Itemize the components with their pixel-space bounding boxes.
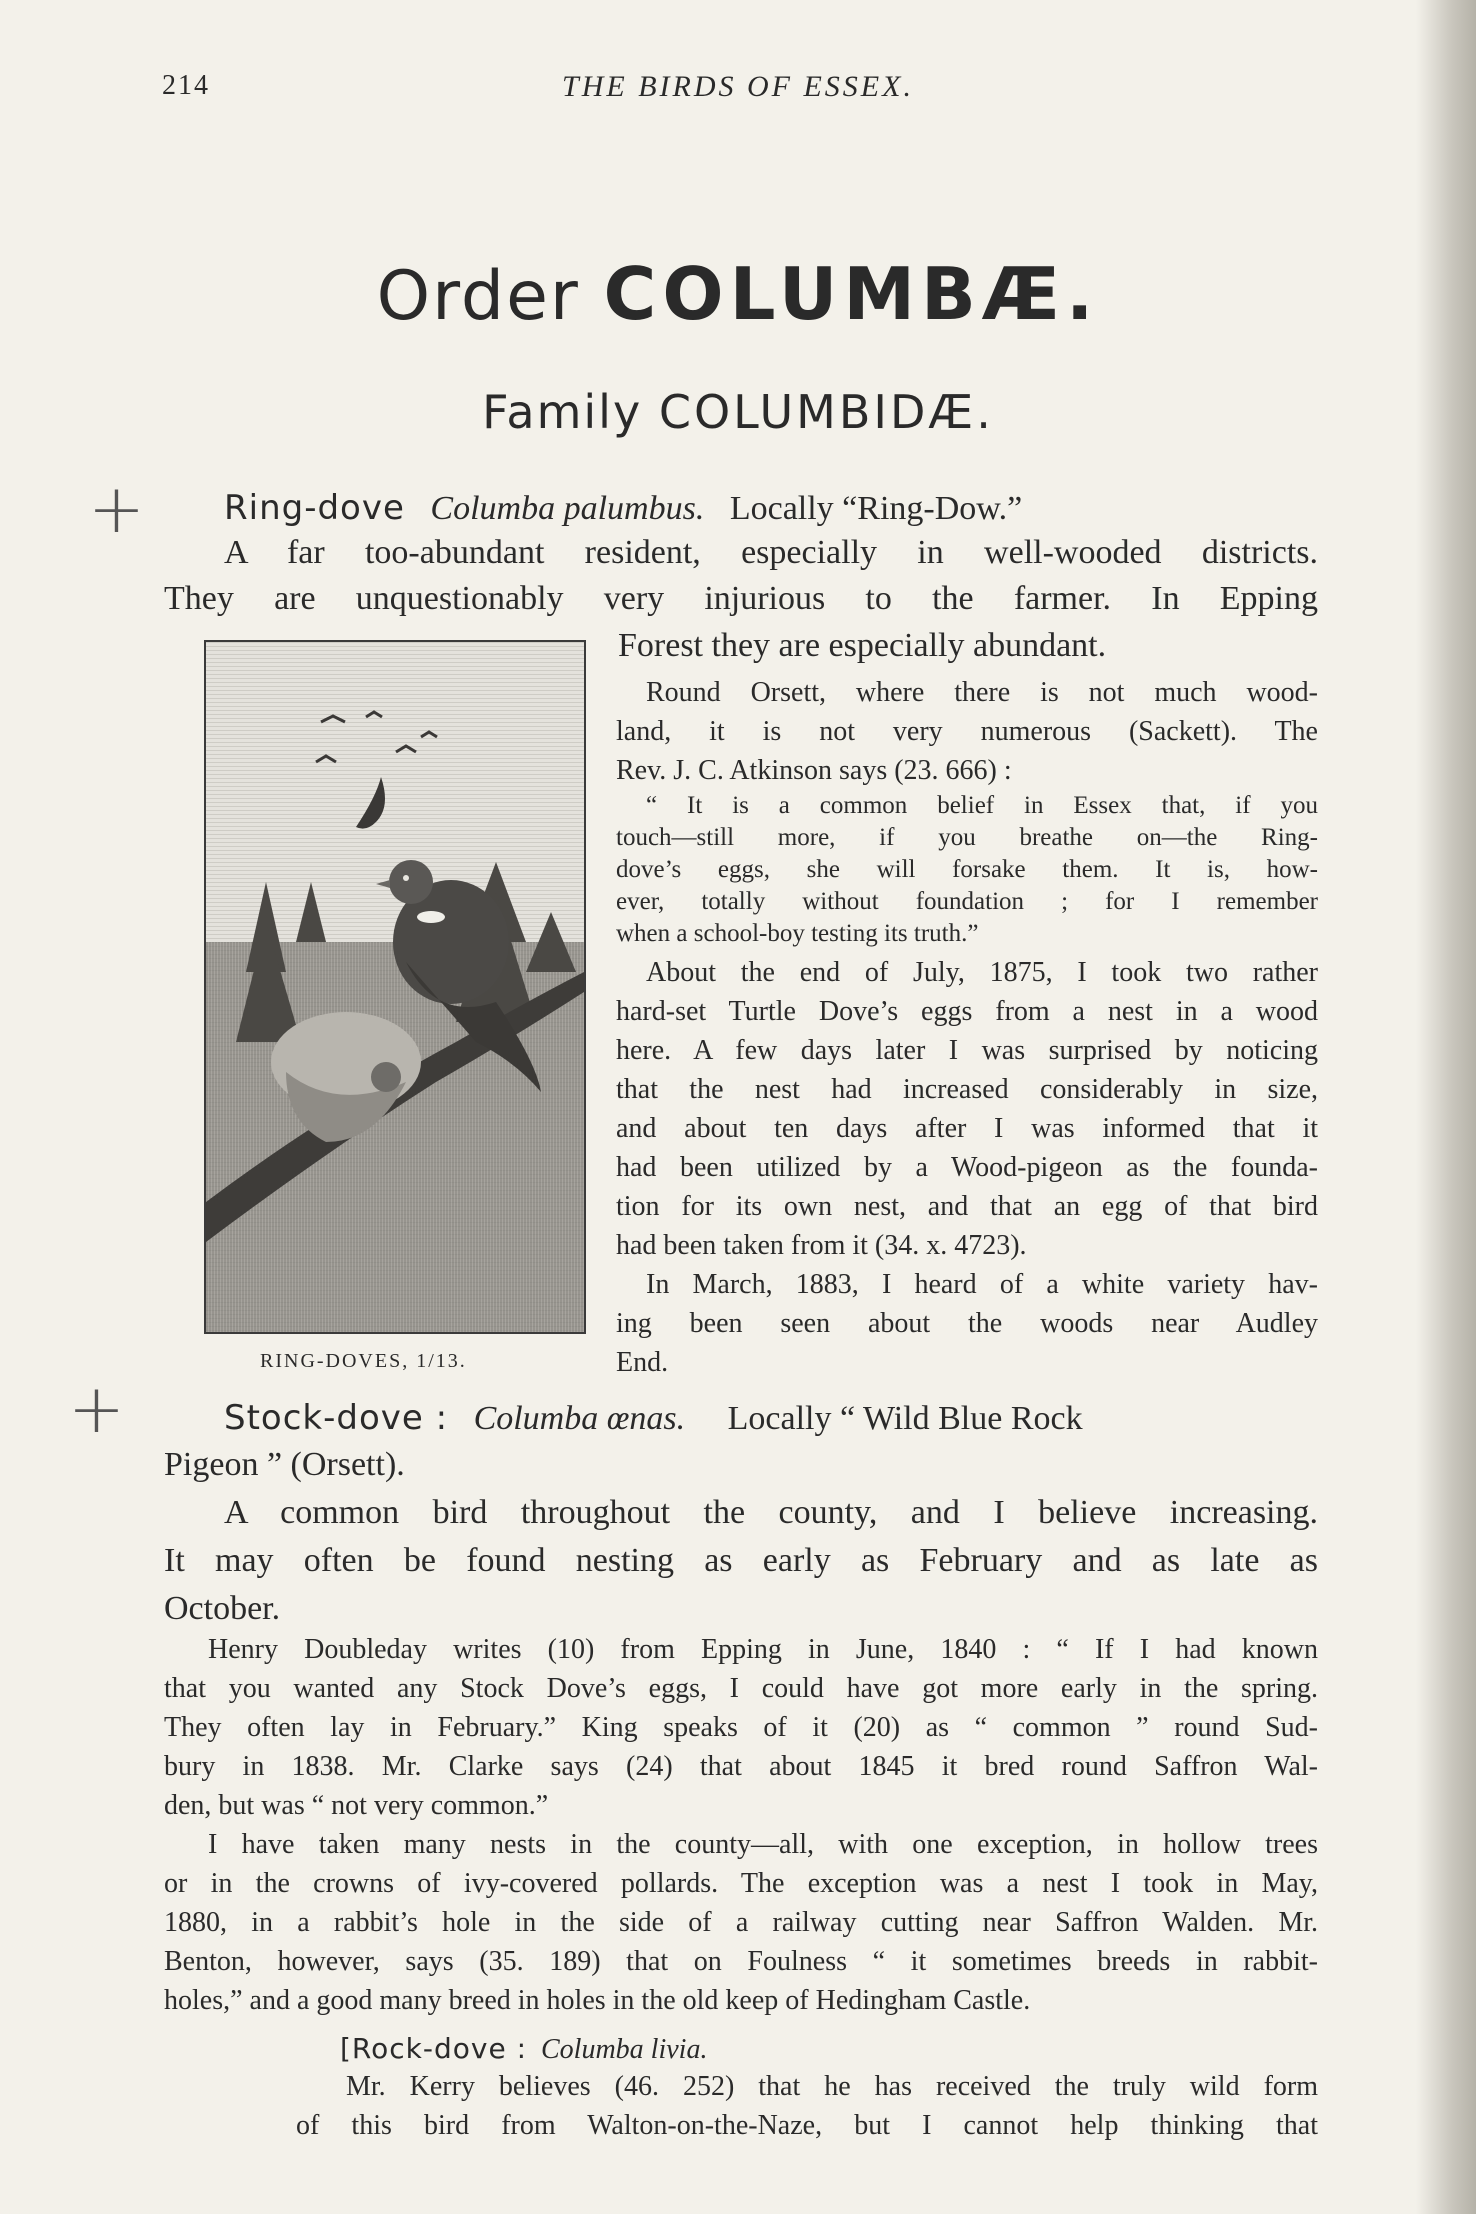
species-name: Ring-dove <box>224 488 405 528</box>
text-line: tion for its own nest, and that an egg of that bird <box>616 1191 1318 1222</box>
running-title: THE BIRDS OF ESSEX. <box>562 70 914 103</box>
species-latin: Columba livia. <box>541 2034 708 2065</box>
text-line: End. <box>616 1347 669 1378</box>
text-line: ever, totally without foundation ; for I remember <box>616 888 1318 915</box>
order-heading <box>0 252 1476 336</box>
species-heading-rock-dove <box>340 2032 707 2066</box>
text-line: den, but was “ not very common.” <box>164 1790 549 1821</box>
running-head <box>0 70 1476 110</box>
text-line: holes,” and a good many breed in holes in the old keep of Hedingham Castle. <box>164 1985 1031 2016</box>
text-line: here. A few days later I was surprised by noticing <box>616 1035 1318 1066</box>
text-line: had been taken from it (34. x. 4723). <box>616 1230 1027 1261</box>
text-line: touch—still more, if you breathe on—the Ring- <box>616 824 1318 851</box>
text-line: 1880, in a rabbit’s hole in the side of a railway cutting near Saffron Walden. Mr. <box>164 1907 1318 1938</box>
species-local-name: Locally “ Wild Blue Rock <box>727 1400 1083 1437</box>
text-line: In March, 1883, I heard of a white variety hav- <box>646 1269 1318 1300</box>
text-line: Mr. Kerry believes (46. 252) that he has received the truly wild form <box>346 2071 1318 2102</box>
text-line: Pigeon ” (Orsett). <box>164 1446 405 1483</box>
ring-doves-illustration <box>204 640 586 1334</box>
ring-doves-engraving <box>206 642 584 1332</box>
figure-caption: RING-DOVES, 1/13. <box>260 1350 467 1372</box>
species-latin: Columba palumbus. <box>430 490 705 527</box>
text-line: They often lay in February.” King speaks of it (20) as “ common ” round Sud- <box>164 1712 1318 1743</box>
text-line: or in the crowns of ivy-covered pollards. The exception was a nest I took in May, <box>164 1868 1318 1899</box>
text-line: land, it is not very numerous (Sackett). The <box>616 716 1318 747</box>
species-heading-stock-dove <box>224 1398 1083 1438</box>
text-line: and about ten days after I was informed that it <box>616 1113 1318 1144</box>
margin-cross-mark: + <box>88 470 145 549</box>
text-line: Round Orsett, where there is not much wood- <box>646 677 1318 708</box>
page-number: 214 <box>162 70 210 101</box>
text-line: They are unquestionably very injurious to the farmer. In Epping <box>164 580 1318 617</box>
species-latin: Columba œnas. <box>473 1400 686 1437</box>
order-prefix: Order <box>376 257 580 336</box>
text-line: ing been seen about the woods near Audley <box>616 1308 1318 1339</box>
species-name: Stock-dove : <box>224 1398 449 1438</box>
text-line: About the end of July, 1875, I took two rather <box>646 957 1318 988</box>
text-line: Henry Doubleday writes (10) from Epping in June, 1840 : “ If I had known <box>208 1634 1318 1665</box>
text-line: bury in 1838. Mr. Clarke says (24) that about 1845 it bred round Saffron Wal- <box>164 1751 1318 1782</box>
text-line: that the nest had increased considerably in size, <box>616 1074 1318 1105</box>
text-line: hard-set Turtle Dove’s eggs from a nest in a wood <box>616 996 1318 1027</box>
text-line: “ It is a common belief in Essex that, if you <box>646 792 1318 819</box>
text-line: Rev. J. C. Atkinson says (23. 666) : <box>616 755 1012 786</box>
species-heading-ring-dove <box>224 488 1022 528</box>
species-local-name: Locally “Ring-Dow.” <box>729 490 1023 527</box>
text-line: when a school-boy testing its truth.” <box>616 920 979 947</box>
text-line: October. <box>164 1590 281 1627</box>
text-line: A common bird throughout the county, and I believe increasing. <box>224 1494 1318 1531</box>
order-name: COLUMBÆ. <box>603 252 1100 336</box>
text-line: had been utilized by a Wood-pigeon as the founda- <box>616 1152 1318 1183</box>
text-line: dove’s eggs, she will forsake them. It is, how- <box>616 856 1318 883</box>
margin-cross-mark: + <box>68 1370 125 1449</box>
text-line: I have taken many nests in the county—all, with one exception, in hollow trees <box>208 1829 1318 1860</box>
family-prefix: Family <box>482 385 643 439</box>
text-line: of this bird from Walton-on-the-Naze, but I cannot help thinking that <box>296 2110 1318 2141</box>
family-heading <box>0 385 1476 439</box>
text-line: It may often be found nesting as early as February and as late as <box>164 1542 1318 1579</box>
text-line: Forest they are especially abundant. <box>618 627 1107 664</box>
text-line: that you wanted any Stock Dove’s eggs, I could have got more early in the spring. <box>164 1673 1318 1704</box>
species-name: [Rock-dove : <box>340 2032 527 2065</box>
text-line: A far too-abundant resident, especially in well-wooded districts. <box>224 534 1318 571</box>
family-name: COLUMBIDÆ. <box>658 385 994 439</box>
text-line: Benton, however, says (35. 189) that on Foulness “ it sometimes breeds in rabbit- <box>164 1946 1318 1977</box>
